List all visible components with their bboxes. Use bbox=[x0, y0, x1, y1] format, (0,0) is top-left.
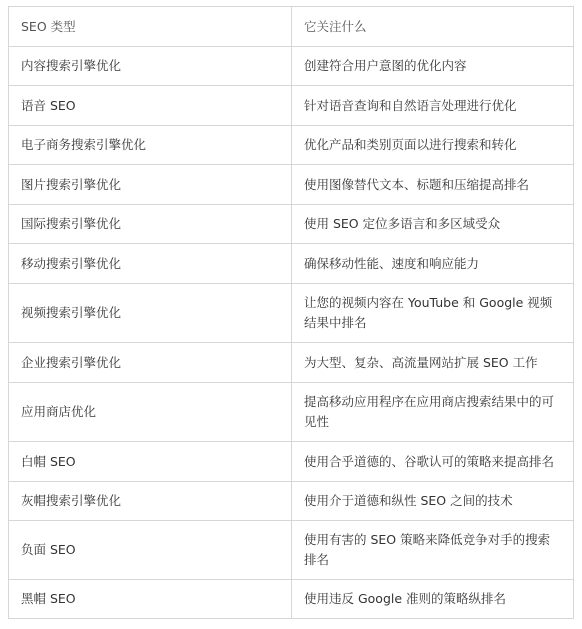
seo-types-table bbox=[8, 6, 574, 619]
table-row bbox=[9, 126, 574, 165]
header-seo-type: SEO 类型 bbox=[9, 7, 292, 47]
focus-cell: 使用 SEO 定位多语言和多区域受众 bbox=[292, 205, 574, 244]
table-header-row bbox=[9, 7, 574, 47]
seo-type-cell: 灰帽搜索引擎优化 bbox=[9, 482, 292, 521]
table-row bbox=[9, 442, 574, 482]
table-row bbox=[9, 86, 574, 126]
focus-cell: 让您的视频内容在 YouTube 和 Google 视频结果中排名 bbox=[292, 284, 574, 343]
seo-type-cell: 国际搜索引擎优化 bbox=[9, 205, 292, 244]
focus-cell: 使用介于道德和纵性 SEO 之间的技术 bbox=[292, 482, 574, 521]
table-row bbox=[9, 343, 574, 383]
seo-type-cell: 企业搜索引擎优化 bbox=[9, 343, 292, 383]
header-focus: 它关注什么 bbox=[292, 7, 574, 47]
seo-type-cell: 电子商务搜索引擎优化 bbox=[9, 126, 292, 165]
seo-type-cell: 移动搜索引擎优化 bbox=[9, 244, 292, 284]
table-row bbox=[9, 165, 574, 205]
table-row bbox=[9, 482, 574, 521]
focus-cell: 确保移动性能、速度和响应能力 bbox=[292, 244, 574, 284]
focus-cell: 使用有害的 SEO 策略来降低竞争对手的搜索排名 bbox=[292, 521, 574, 580]
seo-type-cell: 内容搜索引擎优化 bbox=[9, 47, 292, 86]
seo-type-cell: 白帽 SEO bbox=[9, 442, 292, 482]
table-row bbox=[9, 383, 574, 442]
seo-type-cell: 语音 SEO bbox=[9, 86, 292, 126]
table-row bbox=[9, 205, 574, 244]
seo-types-table-container bbox=[8, 6, 573, 619]
seo-type-cell: 视频搜索引擎优化 bbox=[9, 284, 292, 343]
focus-cell: 使用合乎道德的、谷歌认可的策略来提高排名 bbox=[292, 442, 574, 482]
table-row bbox=[9, 521, 574, 580]
table-row bbox=[9, 284, 574, 343]
focus-cell: 优化产品和类别页面以进行搜索和转化 bbox=[292, 126, 574, 165]
focus-cell: 针对语音查询和自然语言处理进行优化 bbox=[292, 86, 574, 126]
focus-cell: 使用图像替代文本、标题和压缩提高排名 bbox=[292, 165, 574, 205]
table-row bbox=[9, 244, 574, 284]
table-row bbox=[9, 580, 574, 619]
focus-cell: 提高移动应用程序在应用商店搜索结果中的可见性 bbox=[292, 383, 574, 442]
focus-cell: 创建符合用户意图的优化内容 bbox=[292, 47, 574, 86]
seo-type-cell: 应用商店优化 bbox=[9, 383, 292, 442]
focus-cell: 使用违反 Google 准则的策略纵排名 bbox=[292, 580, 574, 619]
seo-type-cell: 图片搜索引擎优化 bbox=[9, 165, 292, 205]
seo-type-cell: 负面 SEO bbox=[9, 521, 292, 580]
focus-cell: 为大型、复杂、高流量网站扩展 SEO 工作 bbox=[292, 343, 574, 383]
table-row bbox=[9, 47, 574, 86]
seo-type-cell: 黑帽 SEO bbox=[9, 580, 292, 619]
